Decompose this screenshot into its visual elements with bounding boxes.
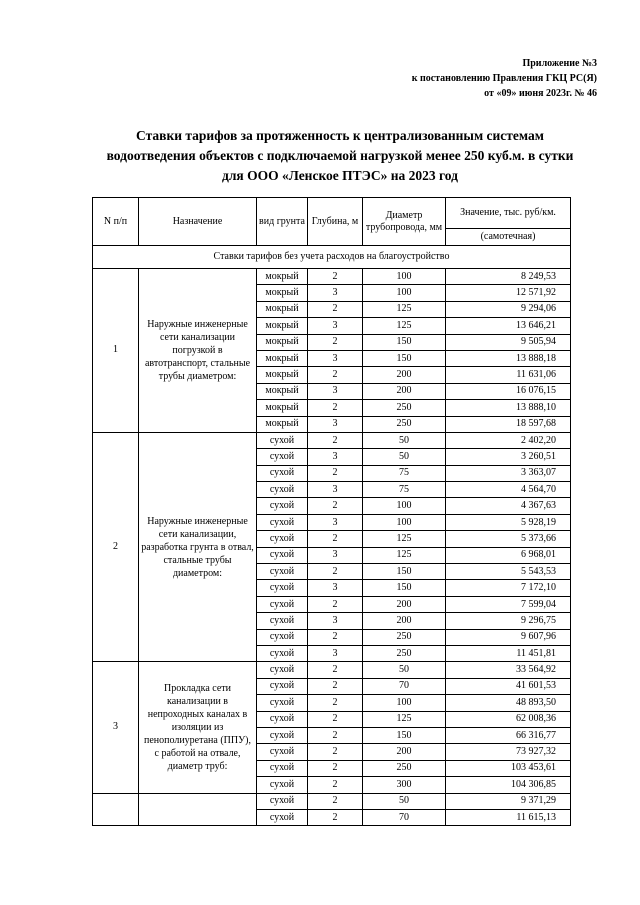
table-row	[93, 793, 571, 809]
diameter-cell: 100	[363, 285, 446, 301]
depth-cell: 2	[308, 678, 363, 694]
diameter-cell: 70	[363, 678, 446, 694]
soil-cell: мокрый	[257, 301, 308, 317]
soil-cell: сухой	[257, 564, 308, 580]
value-cell: 8 249,53	[446, 269, 571, 285]
diameter-cell: 75	[363, 482, 446, 498]
depth-cell: 3	[308, 514, 363, 530]
diameter-cell: 200	[363, 596, 446, 612]
group-number	[93, 793, 139, 826]
header-depth: Глубина, м	[308, 198, 363, 246]
diameter-cell: 300	[363, 777, 446, 793]
soil-cell: мокрый	[257, 334, 308, 350]
depth-cell: 2	[308, 564, 363, 580]
depth-cell: 3	[308, 383, 363, 399]
depth-cell: 3	[308, 318, 363, 334]
diameter-cell: 200	[363, 613, 446, 629]
depth-cell: 2	[308, 596, 363, 612]
diameter-cell: 150	[363, 334, 446, 350]
value-cell: 9 371,29	[446, 793, 571, 809]
value-cell: 7 599,04	[446, 596, 571, 612]
soil-cell: сухой	[257, 662, 308, 678]
diameter-cell: 50	[363, 432, 446, 448]
depth-cell: 2	[308, 777, 363, 793]
depth-cell: 3	[308, 547, 363, 563]
soil-cell: сухой	[257, 449, 308, 465]
soil-cell: сухой	[257, 793, 308, 809]
title-line-2: водоотведения объектов с подключаемой нагрузкой менее 250 куб.м. в сутки	[106, 148, 574, 163]
depth-cell: 2	[308, 809, 363, 825]
diameter-cell: 250	[363, 629, 446, 645]
value-cell: 9 505,94	[446, 334, 571, 350]
value-cell: 48 893,50	[446, 695, 571, 711]
diameter-cell: 150	[363, 564, 446, 580]
diameter-cell: 100	[363, 498, 446, 514]
value-cell: 33 564,92	[446, 662, 571, 678]
depth-cell: 2	[308, 367, 363, 383]
depth-cell: 2	[308, 662, 363, 678]
soil-cell: сухой	[257, 432, 308, 448]
value-cell: 5 928,19	[446, 514, 571, 530]
soil-cell: сухой	[257, 465, 308, 481]
soil-cell: сухой	[257, 531, 308, 547]
diameter-cell: 50	[363, 662, 446, 678]
diameter-cell: 50	[363, 449, 446, 465]
value-cell: 13 646,21	[446, 318, 571, 334]
value-cell: 66 316,77	[446, 727, 571, 743]
soil-cell: сухой	[257, 744, 308, 760]
depth-cell: 2	[308, 744, 363, 760]
soil-cell: сухой	[257, 514, 308, 530]
soil-cell: мокрый	[257, 318, 308, 334]
appendix-line-2: к постановлению Правления ГКЦ РС(Я)	[411, 73, 597, 84]
depth-cell: 3	[308, 580, 363, 596]
value-cell: 103 453,61	[446, 760, 571, 776]
value-cell: 5 543,53	[446, 564, 571, 580]
group-description: Наружные инженерные сети канализации погрузкой в автотранспорт, стальные трубы диаметром:	[139, 269, 257, 433]
title-line-3: для ООО «Ленское ПТЭС» на 2023 год	[222, 168, 458, 183]
value-cell: 11 631,06	[446, 367, 571, 383]
soil-cell: сухой	[257, 678, 308, 694]
soil-cell: мокрый	[257, 416, 308, 432]
depth-cell: 2	[308, 727, 363, 743]
depth-cell: 2	[308, 301, 363, 317]
soil-cell: сухой	[257, 645, 308, 661]
value-cell: 18 597,68	[446, 416, 571, 432]
depth-cell: 2	[308, 334, 363, 350]
depth-cell: 3	[308, 613, 363, 629]
depth-cell: 2	[308, 695, 363, 711]
depth-cell: 2	[308, 531, 363, 547]
soil-cell: мокрый	[257, 400, 308, 416]
diameter-cell: 100	[363, 695, 446, 711]
value-cell: 7 172,10	[446, 580, 571, 596]
section-title: Ставки тарифов без учета расходов на благоустройство	[93, 246, 571, 269]
value-cell: 9 296,75	[446, 613, 571, 629]
group-description: Прокладка сети канализации в непроходных каналах в изоляции из пенополиуретана (ППУ), с работой на отвале, диаметр труб:	[139, 662, 257, 793]
depth-cell: 2	[308, 793, 363, 809]
depth-cell: 2	[308, 629, 363, 645]
appendix-reference	[412, 56, 597, 101]
appendix-line-1: Приложение №3	[522, 58, 597, 69]
soil-cell: сухой	[257, 629, 308, 645]
header-value: Значение, тыс. руб/км.	[446, 198, 571, 229]
group-description	[139, 793, 257, 826]
depth-cell: 2	[308, 269, 363, 285]
soil-cell: сухой	[257, 482, 308, 498]
diameter-cell: 125	[363, 318, 446, 334]
value-cell: 6 968,01	[446, 547, 571, 563]
value-cell: 9 294,06	[446, 301, 571, 317]
table-row	[93, 662, 571, 678]
diameter-cell: 250	[363, 400, 446, 416]
value-cell: 3 260,51	[446, 449, 571, 465]
diameter-cell: 150	[363, 350, 446, 366]
group-number: 1	[93, 269, 139, 433]
depth-cell: 2	[308, 400, 363, 416]
soil-cell: мокрый	[257, 367, 308, 383]
diameter-cell: 200	[363, 744, 446, 760]
diameter-cell: 100	[363, 514, 446, 530]
diameter-cell: 150	[363, 727, 446, 743]
soil-cell: сухой	[257, 711, 308, 727]
soil-cell: мокрый	[257, 383, 308, 399]
value-cell: 5 373,66	[446, 531, 571, 547]
depth-cell: 3	[308, 645, 363, 661]
value-cell: 104 306,85	[446, 777, 571, 793]
header-soil: вид грунта	[257, 198, 308, 246]
value-cell: 41 601,53	[446, 678, 571, 694]
depth-cell: 3	[308, 416, 363, 432]
depth-cell: 2	[308, 760, 363, 776]
header-purpose: Назначение	[139, 198, 257, 246]
diameter-cell: 75	[363, 465, 446, 481]
value-cell: 12 571,92	[446, 285, 571, 301]
value-cell: 11 615,13	[446, 809, 571, 825]
depth-cell: 2	[308, 498, 363, 514]
value-cell: 16 076,15	[446, 383, 571, 399]
soil-cell: сухой	[257, 498, 308, 514]
depth-cell: 3	[308, 482, 363, 498]
appendix-line-3: от «09» июня 2023г. № 46	[484, 88, 597, 99]
diameter-cell: 200	[363, 367, 446, 383]
soil-cell: мокрый	[257, 269, 308, 285]
table-row	[93, 432, 571, 448]
diameter-cell: 125	[363, 547, 446, 563]
value-cell: 13 888,18	[446, 350, 571, 366]
diameter-cell: 50	[363, 793, 446, 809]
diameter-cell: 250	[363, 416, 446, 432]
value-cell: 73 927,32	[446, 744, 571, 760]
tariff-table	[92, 197, 571, 826]
soil-cell: сухой	[257, 547, 308, 563]
header-diameter: Диаметр трубопровода, мм	[363, 198, 446, 246]
value-cell: 11 451,81	[446, 645, 571, 661]
value-cell: 62 008,36	[446, 711, 571, 727]
soil-cell: сухой	[257, 613, 308, 629]
soil-cell: сухой	[257, 727, 308, 743]
depth-cell: 3	[308, 350, 363, 366]
value-cell: 2 402,20	[446, 432, 571, 448]
diameter-cell: 250	[363, 645, 446, 661]
depth-cell: 2	[308, 465, 363, 481]
diameter-cell: 250	[363, 760, 446, 776]
diameter-cell: 125	[363, 301, 446, 317]
soil-cell: сухой	[257, 777, 308, 793]
diameter-cell: 100	[363, 269, 446, 285]
header-num: N п/п	[93, 198, 139, 246]
group-description: Наружные инженерные сети канализации, разработка грунта в отвал, стальные трубы диаметром:	[139, 432, 257, 661]
depth-cell: 2	[308, 711, 363, 727]
value-cell: 3 363,07	[446, 465, 571, 481]
value-cell: 13 888,10	[446, 400, 571, 416]
table-row	[93, 269, 571, 285]
diameter-cell: 125	[363, 711, 446, 727]
diameter-cell: 125	[363, 531, 446, 547]
title-line-1: Ставки тарифов за протяженность к централизованным системам	[136, 128, 544, 143]
depth-cell: 3	[308, 449, 363, 465]
soil-cell: сухой	[257, 695, 308, 711]
diameter-cell: 200	[363, 383, 446, 399]
value-cell: 4 564,70	[446, 482, 571, 498]
soil-cell: сухой	[257, 760, 308, 776]
depth-cell: 2	[308, 432, 363, 448]
soil-cell: мокрый	[257, 285, 308, 301]
diameter-cell: 150	[363, 580, 446, 596]
document-title	[60, 126, 620, 186]
soil-cell: сухой	[257, 596, 308, 612]
group-number: 2	[93, 432, 139, 661]
value-cell: 4 367,63	[446, 498, 571, 514]
value-cell: 9 607,96	[446, 629, 571, 645]
group-number: 3	[93, 662, 139, 793]
soil-cell: сухой	[257, 809, 308, 825]
depth-cell: 3	[308, 285, 363, 301]
header-value-sub: (самотечная)	[446, 229, 571, 246]
soil-cell: мокрый	[257, 350, 308, 366]
soil-cell: сухой	[257, 580, 308, 596]
diameter-cell: 70	[363, 809, 446, 825]
